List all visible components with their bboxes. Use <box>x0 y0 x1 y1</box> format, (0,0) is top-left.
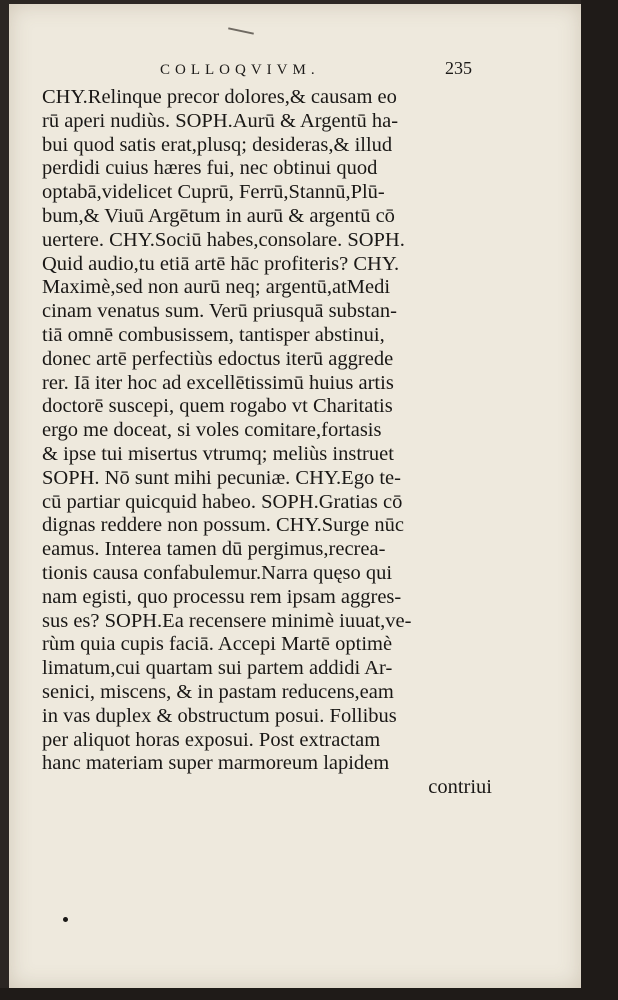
text-line: eamus. Interea tamen dū pergimus,recrea- <box>42 538 386 561</box>
text-line: optabā,videlicet Cuprū, Ferrū,Stannū,Plū- <box>42 181 385 204</box>
text-line: bui quod satis erat,plusq; desideras,& illud <box>42 133 393 156</box>
text-line: ergo me doceat, si voles comitare,fortasis <box>42 419 382 442</box>
ink-dot <box>63 917 68 922</box>
text-line: Maximè,sed non aurū neq; argentū,atMedi <box>42 276 391 299</box>
page-edge-shadow <box>581 0 618 1000</box>
text-line: perdidi cuius hæres fui, nec obtinui quod <box>42 157 378 180</box>
bottom-edge-shadow <box>0 988 618 1000</box>
page-number: 235 <box>445 58 472 78</box>
text-line: donec artē perfectiùs edoctus iterū aggrede <box>42 347 394 370</box>
text-line: in vas duplex & obstructum posui. Follibus <box>42 704 397 727</box>
body-text <box>42 86 492 800</box>
text-line: rùm quia cupis faciā. Accepi Martē optimè <box>42 633 393 656</box>
text-line: rū aperi nudiùs. SOPH.Aurū & Argentū ha- <box>42 109 399 132</box>
text-line: tiā omnē combusissem, tantisper abstinui, <box>42 323 385 346</box>
text-line: dignas reddere non possum. CHY.Surge nūc <box>42 514 404 537</box>
text-line: hanc materiam super marmoreum lapidem <box>42 752 390 775</box>
text-line: sus es? SOPH.Ea recensere minimè iuuat,ve- <box>42 609 412 632</box>
text-line: per aliquot horas exposui. Post extractam <box>42 728 381 751</box>
text-line: SOPH. Nō sunt mihi pecuniæ. CHY.Ego te- <box>42 466 401 489</box>
text-line: limatum,cui quartam sui partem addidi Ar- <box>42 657 393 680</box>
text-line: & ipse tui misertus vtrumq; meliùs instruet <box>42 442 394 465</box>
text-line: doctorē suscepi, quem rogabo vt Charitatis <box>42 395 393 418</box>
text-line: tionis causa confabulemur.Narra quęso qui <box>42 561 393 584</box>
text-line: uertere. CHY.Sociū habes,consolare. SOPH. <box>42 228 405 251</box>
text-line: CHY.Relinque precor dolores,& causam eo <box>42 86 397 108</box>
text-line: Quid audio,tu etiā artē hāc profiteris? CHY. <box>42 252 400 275</box>
text-line: rer. Iā iter hoc ad excellētissimū huius artis <box>42 371 394 394</box>
text-line: cinam venatus sum. Verū priusquā substan- <box>42 300 397 323</box>
text-line: bum,& Viuū Argētum in aurū & argentū cō <box>42 204 395 227</box>
running-head: COLLOQVIVM. <box>160 62 320 78</box>
text-line: cū partiar quicquid habeo. SOPH.Gratias cō <box>42 490 403 513</box>
text-line: senici, miscens, & in pastam reducens,eam <box>42 680 394 703</box>
catchword: contriui <box>428 776 492 799</box>
text-line: nam egisti, quo processu rem ipsam aggres- <box>42 585 402 608</box>
